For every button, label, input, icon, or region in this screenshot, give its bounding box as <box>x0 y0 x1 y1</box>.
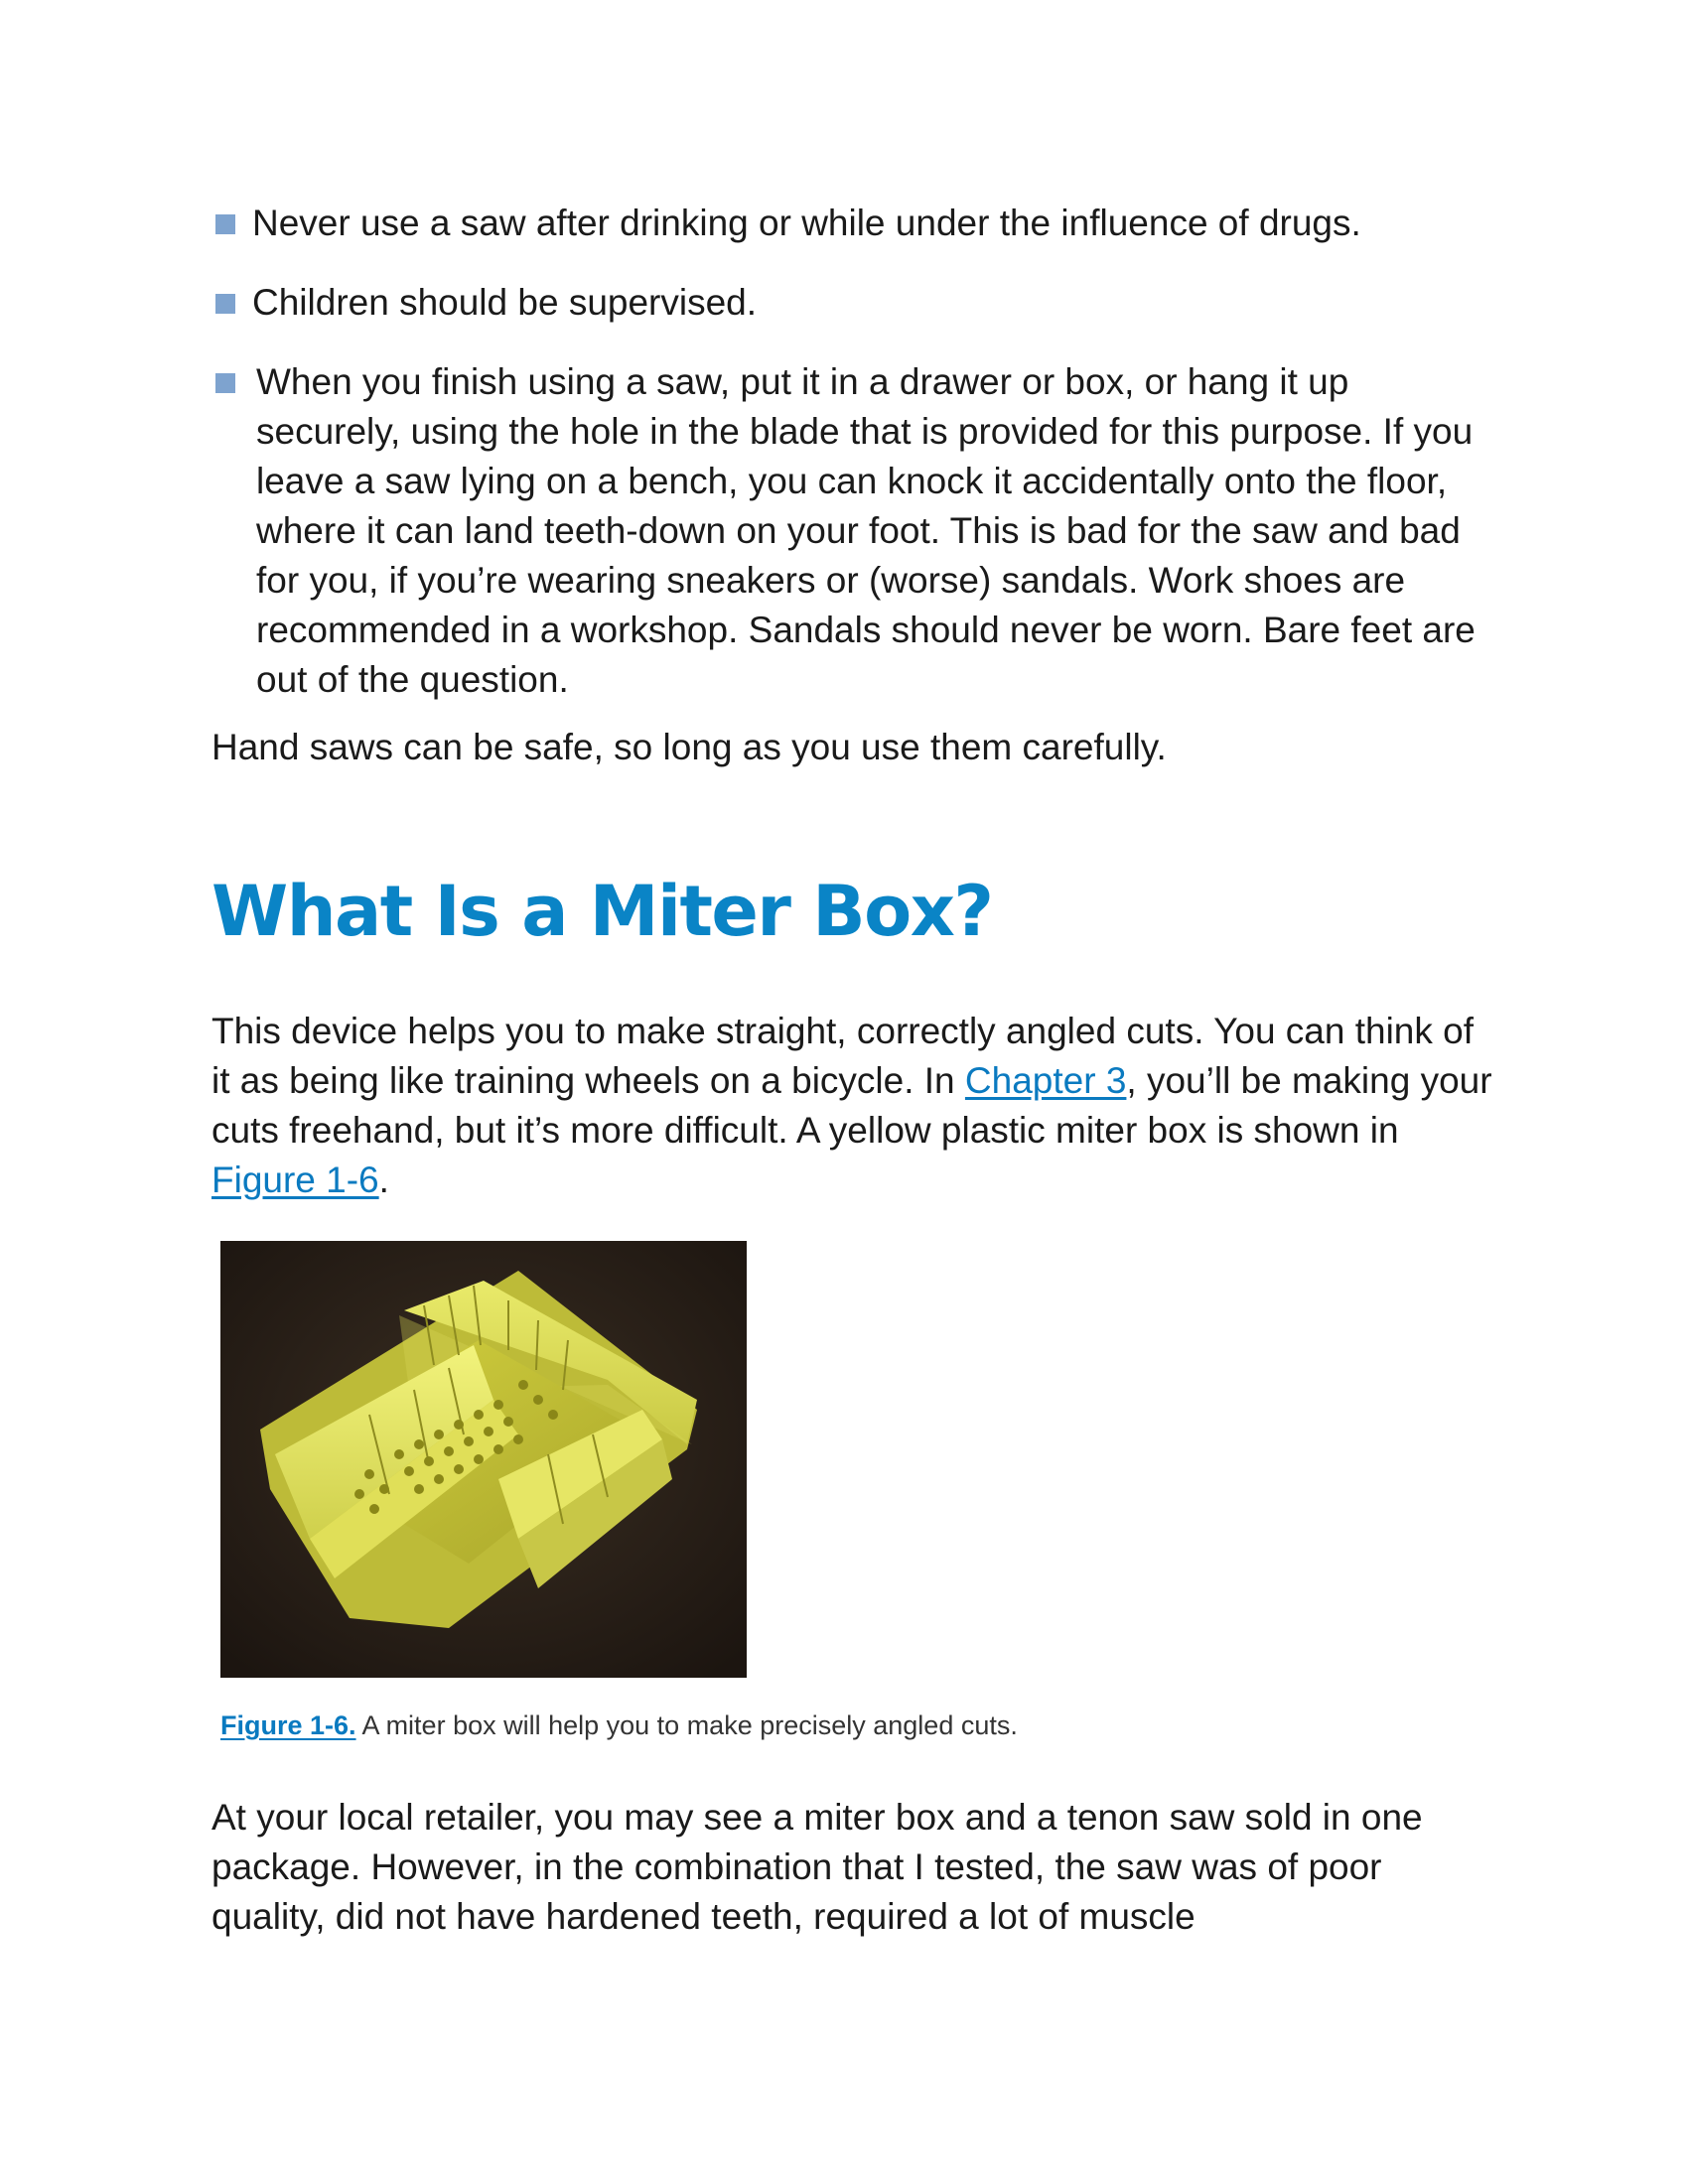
miter-box-photo <box>220 1241 747 1678</box>
intro-text-part1: This device helps you to make straight, correctly angled cuts. You can think of it as being like training wheels on a bicycle. In <box>211 1011 1475 1101</box>
section-heading: What Is a Miter Box? <box>211 871 993 952</box>
safety-bullet-list <box>211 199 1492 705</box>
figure-caption <box>220 1706 1492 1745</box>
intro-paragraph <box>211 1007 1492 1205</box>
bullet-item <box>211 278 1492 328</box>
figure-1-6-link[interactable]: Figure 1-6 <box>211 1160 379 1200</box>
bullet-text: Children should be supervised. <box>252 282 758 323</box>
bullet-text: When you finish using a saw, put it in a drawer or box, or hang it up securely, using the hole in the blade that is provided for this purpose. If you leave a saw lying on a bench, you can knock it accidentally onto the floor, where it can land teeth-down on your foot. This is bad for the saw and bad for you, if you’re wearing sneakers or (worse) sandals. Work shoes are recommended in a workshop. Sandals should never be worn. Bare feet are out of the question. <box>256 361 1476 700</box>
bullet-text: Never use a saw after drinking or while under the influence of drugs. <box>252 203 1361 243</box>
square-bullet-icon <box>215 294 235 314</box>
intro-text-part2: , you’ll be making your cuts freehand, but it’s more difficult. A yellow plastic miter box is shown in <box>211 1060 1492 1151</box>
square-bullet-icon <box>215 373 235 393</box>
intro-text-part3: . <box>378 1160 389 1200</box>
figure-caption-text: A miter box will help you to make precisely angled cuts. <box>355 1710 1018 1740</box>
bullet-item <box>211 199 1492 248</box>
after-figure-paragraph: At your local retailer, you may see a miter box and a tenon saw sold in one package. However, in the combination that I tested, the saw was of poor quality, did not have hardened teeth, required a lot of muscle <box>211 1797 1423 1937</box>
bullet-item <box>211 357 1492 705</box>
page-content <box>211 199 1492 1942</box>
closing-paragraph: Hand saws can be safe, so long as you use them carefully. <box>211 727 1167 767</box>
chapter-3-link[interactable]: Chapter 3 <box>964 1060 1127 1101</box>
figure-label-link[interactable]: Figure 1-6. <box>220 1710 356 1740</box>
square-bullet-icon <box>215 214 235 234</box>
